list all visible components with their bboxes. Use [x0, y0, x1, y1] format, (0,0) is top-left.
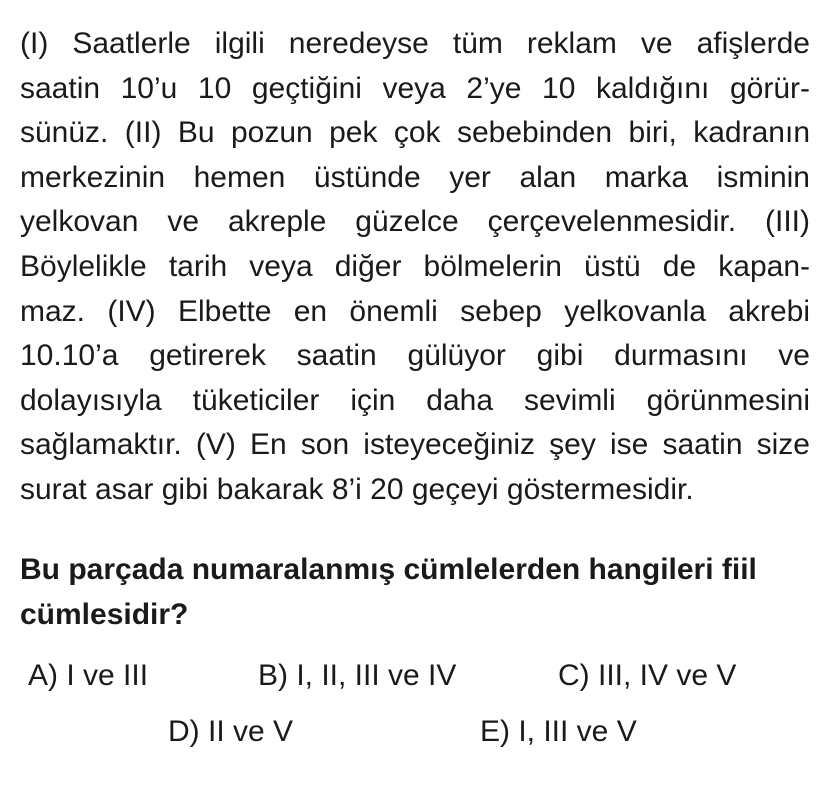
passage-line: surat asar gibi bakarak 8’i 20 geçeyi göstermesidir.	[20, 472, 694, 506]
passage-line: yelkovan ve akreple güzelce çerçevelenmesidir. (III)	[20, 205, 810, 239]
question-line: cümlesidir?	[20, 597, 189, 631]
question-line: Bu parçada numaralanmış cümlelerden hangileri fiil	[20, 553, 757, 586]
option-d[interactable]: D) II ve V	[168, 715, 294, 748]
passage-line: sünüz. (II) Bu pozun pek çok sebebinden biri, kadranın	[20, 116, 810, 150]
question-stem	[20, 548, 820, 637]
passage-line: Böylelikle tarih veya diğer bölmelerin üstü de kapan-	[20, 249, 810, 283]
option-b[interactable]: B) I, II, III ve IV	[258, 659, 457, 692]
reading-passage	[20, 22, 810, 513]
option-c[interactable]: C) III, IV ve V	[558, 659, 737, 692]
passage-line: maz. (IV) Elbette en önemli sebep yelkovanla akrebi	[20, 294, 810, 328]
option-a[interactable]: A) I ve III	[28, 659, 149, 692]
option-e[interactable]: E) I, III ve V	[480, 715, 637, 748]
passage-line: sağlamaktır. (V) En son isteyeceğiniz şey ise saatin size	[20, 428, 810, 462]
passage-line: (I) Saatlerle ilgili neredeyse tüm reklam ve afişlerde	[20, 27, 810, 60]
passage-line: 10.10’a getirerek saatin gülüyor gibi durmasını ve	[20, 339, 810, 373]
passage-line: dolayısıyla tüketiciler için daha sevimli görünmesini	[20, 383, 810, 417]
passage-line: merkezinin hemen üstünde yer alan marka isminin	[20, 160, 810, 194]
passage-line: saatin 10’u 10 geçtiğini veya 2’ye 10 kaldığını görür-	[20, 71, 810, 105]
